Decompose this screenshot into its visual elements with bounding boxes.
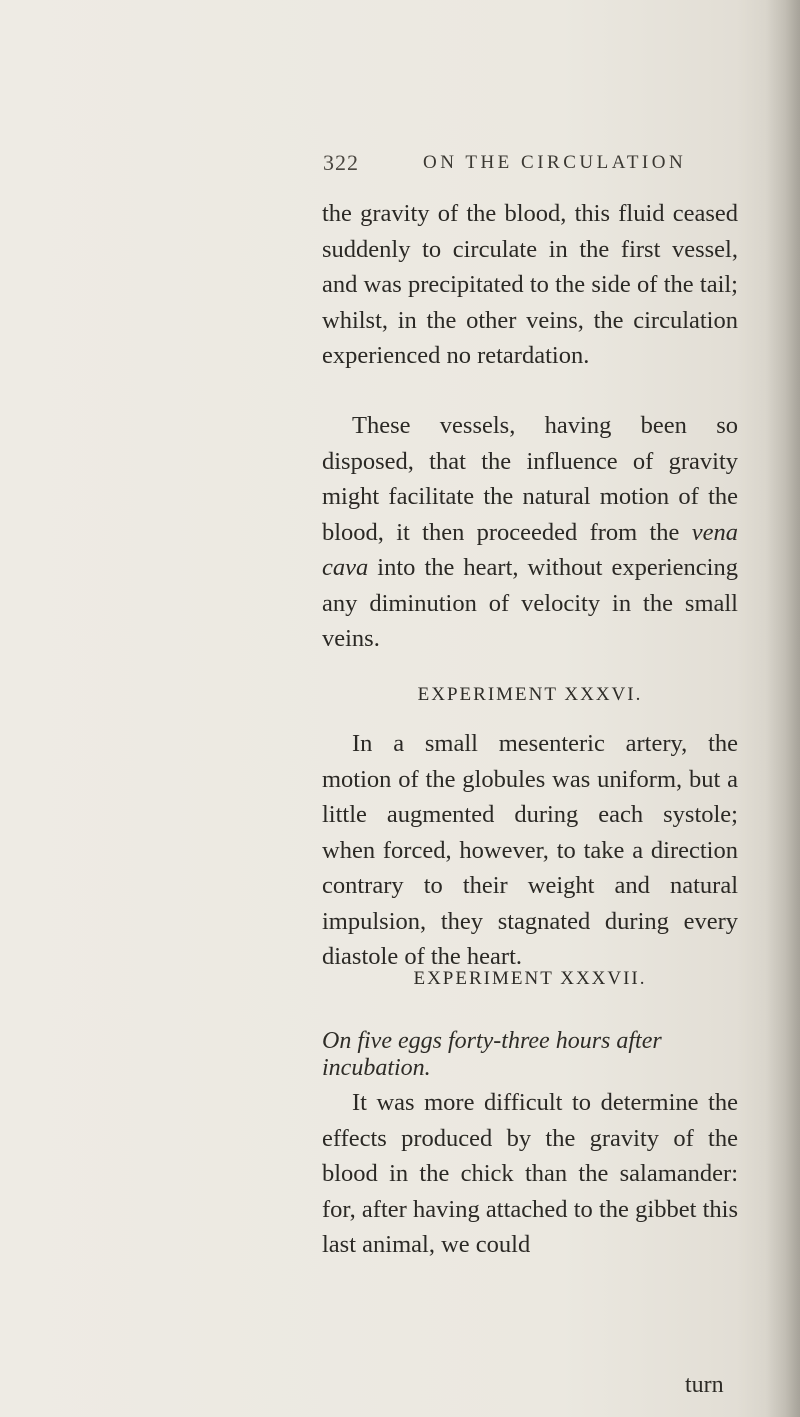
paragraph-chick-salamander: It was more difficult to determine the effects produced by the gravity of the blood in the chick than the salamander: for, after having attached to the gibbet this last animal, we could <box>322 1089 738 1258</box>
subheading-five-eggs: On five eggs forty-three hours after incubation. <box>322 1028 662 1081</box>
running-head-title: ON THE CIRCULATION <box>423 152 687 173</box>
page-edge-shadow <box>766 0 800 1417</box>
page-number: 322 <box>323 150 359 175</box>
italic-term-vena-cava: vena cava <box>322 518 738 581</box>
paragraph-vessels-disposed <box>322 408 738 657</box>
paragraph-mesenteric-artery: In a small mesenteric artery, the motion of the globules was uniform, but a little augmented during each systole; when forced, however, to take a direction contrary to their weight and natural impulsion, they stagnated during every diastole of the heart. <box>322 730 738 970</box>
heading-experiment-36: EXPERIMENT XXXVI. <box>417 684 643 705</box>
heading-experiment-37: EXPERIMENT XXXVII. <box>413 968 647 989</box>
paragraph-vessels-text-start: These vessels, having been so disposed, that the influence of gravity might facilitate the natural motion of the blood, it then proceeded from the <box>322 412 738 546</box>
catchword: turn <box>685 1372 724 1398</box>
paragraph-vessels-text-end: into the heart, without experiencing any diminution of velocity in the small veins. <box>322 554 738 652</box>
paragraph-gravity-blood: the gravity of the blood, this fluid ceased suddenly to circulate in the first vessel, and was precipitated to the side of the tail; whilst, in the other veins, the circulation experienced no retardation. <box>322 200 738 369</box>
